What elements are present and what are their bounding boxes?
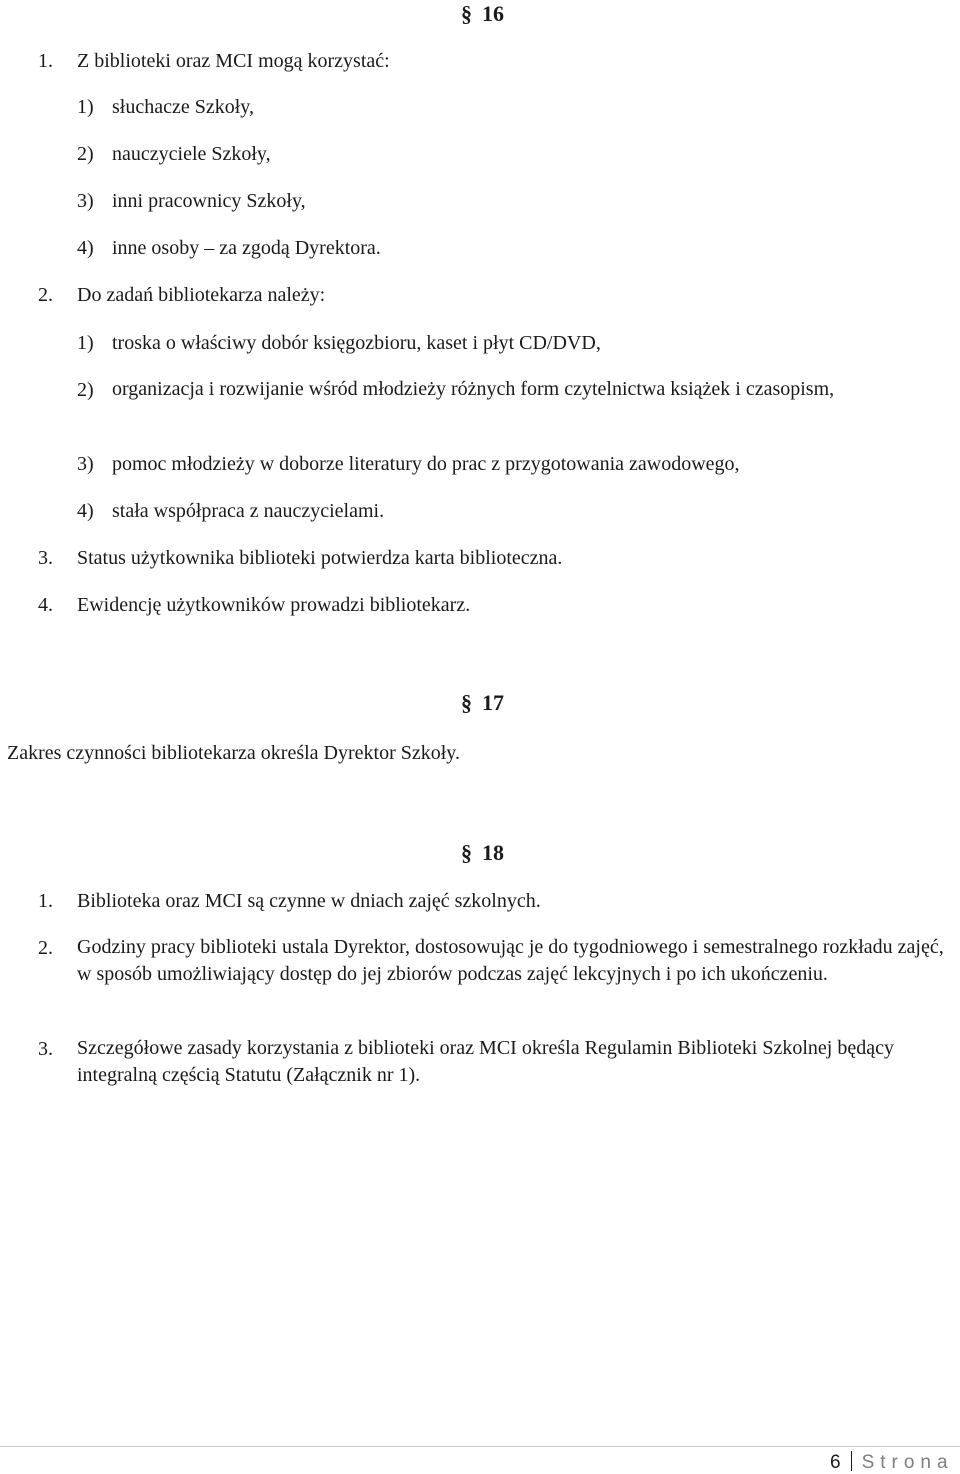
para-text: Ewidencję użytkowników prowadzi bibliotekarz. <box>77 594 471 616</box>
list-item-text: stała współpraca z nauczycielami. <box>112 500 385 522</box>
section-heading-18 <box>461 842 504 864</box>
para-num: 3. <box>38 1038 53 1060</box>
list-item-text: słuchacze Szkoły, <box>112 96 254 118</box>
list-item-num: 1) <box>77 332 94 354</box>
page-label: Strona <box>861 1452 954 1473</box>
list-item-num: 3) <box>77 190 94 212</box>
para-text: Godziny pracy biblioteki ustala Dyrektor, dostosowując je do tygodniowego i semestralnego rozkładu zajęć, w sposób umożliwiający dostęp do jej zbiorów podczas zajęć lekcyjnych i po ich ukończeniu. <box>77 936 944 985</box>
para-text: Szczegółowe zasady korzystania z biblioteki oraz MCI określa Regulamin Biblioteki Szkolnej będący integralną częścią Statutu (Załącznik nr 1). <box>77 1037 894 1086</box>
section-heading-17 <box>461 692 504 714</box>
list-item-num: 2) <box>77 143 94 165</box>
section-symbol: § <box>461 1 472 26</box>
list-item-text: organizacja i rozwijanie wśród młodzieży różnych form czytelnictwa książek i czasopism, <box>112 378 835 400</box>
para-text: Z biblioteki oraz MCI mogą korzystać: <box>77 50 390 72</box>
para-num: 1. <box>38 890 53 912</box>
para-num: 3. <box>38 547 53 569</box>
list-item-num: 3) <box>77 453 94 475</box>
section-number: 17 <box>482 690 504 715</box>
list-item-text: pomoc młodzieży w doborze literatury do prac z przygotowania zawodowego, <box>112 453 740 475</box>
list-item-text: inni pracownicy Szkoły, <box>112 190 306 212</box>
section-number: 16 <box>482 1 504 26</box>
list-item-num: 2) <box>77 379 94 401</box>
section-symbol: § <box>461 690 472 715</box>
section-number: 18 <box>482 840 504 865</box>
para-num: 1. <box>38 50 53 72</box>
list-item-num: 4) <box>77 237 94 259</box>
para-text: Status użytkownika biblioteki potwierdza karta biblioteczna. <box>77 547 563 569</box>
footer-separator <box>851 1451 852 1471</box>
para-num: 2. <box>38 937 53 959</box>
para-num: 2. <box>38 284 53 306</box>
list-item-text: nauczyciele Szkoły, <box>112 143 271 165</box>
page-number: 6 <box>830 1452 841 1473</box>
list-item-text: troska o właściwy dobór księgozbioru, kaset i płyt CD/DVD, <box>112 332 601 354</box>
list-item-num: 4) <box>77 500 94 522</box>
section-symbol: § <box>461 840 472 865</box>
page-footer <box>830 1451 954 1473</box>
para-text: Biblioteka oraz MCI są czynne w dniach zajęć szkolnych. <box>77 890 541 912</box>
para-text: Do zadań bibliotekarza należy: <box>77 284 326 306</box>
para-text: Zakres czynności bibliotekarza określa Dyrektor Szkoły. <box>7 742 460 764</box>
para-num: 4. <box>38 594 53 616</box>
list-item-num: 1) <box>77 96 94 118</box>
footer-divider <box>0 1446 960 1447</box>
list-item-text: inne osoby – za zgodą Dyrektora. <box>112 237 381 259</box>
section-heading-16 <box>461 3 504 25</box>
